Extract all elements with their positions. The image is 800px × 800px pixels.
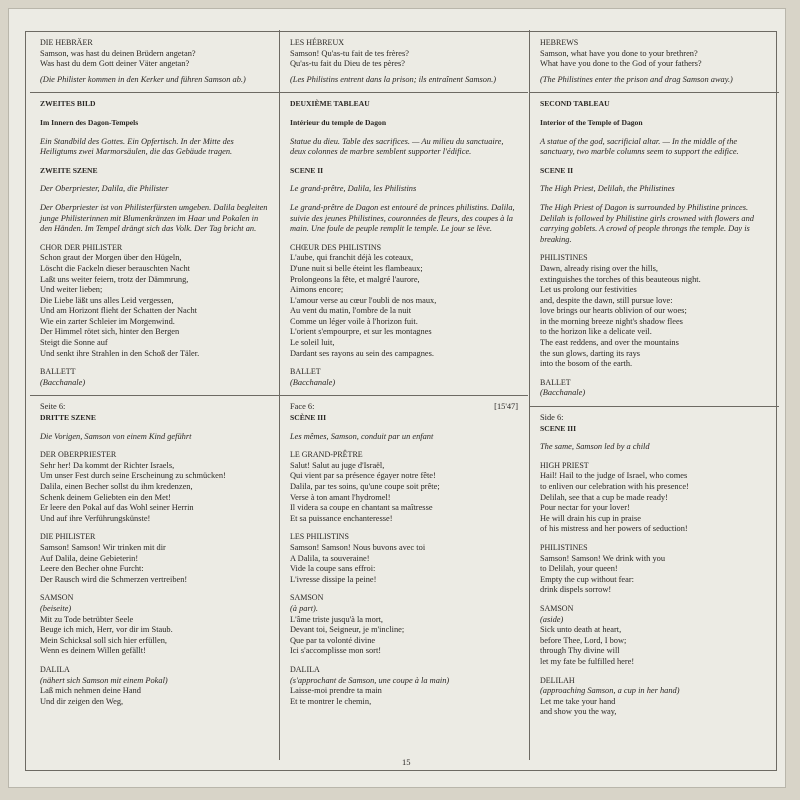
stage-direction: A statue of the god, sacrificial altar. — In the middle of the sanctuary, two marble columns seem to support the edifice. — [540, 136, 739, 157]
lyrics: Samson, was hast du deinen Brüdern angetan? Was hast du dem Gott deiner Väter angetan? — [40, 48, 196, 69]
character-name: DER OBERPRIESTER — [40, 450, 117, 460]
character-name: DALILA — [40, 664, 70, 674]
lyrics: Laisse-moi prendre ta main Et te montrer le chemin, — [290, 686, 382, 706]
stage-direction: (à part). — [290, 603, 318, 613]
character-name: PHILISTINES — [540, 253, 588, 263]
character-name: BALLET — [540, 377, 571, 387]
scene-characters: Die Vorigen, Samson von einem Kind geführt — [40, 431, 192, 441]
scene-heading: ZWEITE SZENE — [40, 165, 98, 175]
character-name: DELILAH — [540, 675, 575, 685]
character-name: DALILA — [290, 664, 320, 674]
character-name: LES HÉBREUX — [290, 38, 344, 47]
scene-heading: SCÈNE III — [290, 413, 327, 423]
lyrics: Samson! Qu'as-tu fait de tes frères? Qu'as-tu fait du Dieu de tes pères? — [290, 48, 409, 69]
character-name: CHŒUR DES PHILISTINS — [290, 242, 382, 252]
lyrics: Let me take your hand and show you the way, — [540, 696, 617, 717]
character-name: DIE PHILISTER — [40, 532, 96, 542]
scene-characters: The same, Samson led by a child — [540, 442, 650, 452]
stage-direction: (Bacchanale) — [540, 388, 586, 398]
lyrics: Samson! Samson! Nous buvons avec toi A Dalila, ta souveraine! Vide la coupe sans effroi: L'ivresse dissipe la peine! — [290, 542, 426, 584]
scene-characters: Der Oberpriester, Dalila, die Philister — [40, 184, 169, 194]
lyrics: L'âme triste jusqu'à la mort, Devant toi, Seigneur, je m'incline; Que par ta volonté divine Ici s'accomplisse mon sort! — [290, 614, 405, 656]
stage-direction: Statue du dieu. Table des sacrifices. — Au milieu du sanctuaire, deux colonnes de marbre semblent supporter l'édifice. — [290, 136, 504, 157]
side-row — [290, 402, 518, 413]
stage-direction: (beiseite) — [40, 603, 72, 613]
tableau-heading: ZWEITES BILD — [40, 99, 96, 109]
setting-heading: Intérieur du temple de Dagon — [290, 117, 387, 127]
side-label: Face 6: — [290, 402, 315, 412]
stage-direction: (Les Philistins entrent dans la prison; ils entraînent Samson.) — [290, 74, 497, 84]
section-divider — [280, 92, 528, 93]
stage-direction: (Die Philister kommen in den Kerker und führen Samson ab.) — [40, 74, 246, 84]
stage-direction: (The Philistines enter the prison and drag Samson away.) — [540, 74, 733, 84]
lyrics: Dawn, already rising over the hills, extinguishes the torches of this beauteous night. Let us prolong our festivities and, despite the dawn, still pursue love: love brings our hearts oblivion of our woes; in the morning breeze night's shadow flees to the horizon like a delicate veil. The east reddens, and over the mountains the sun glows, darting its rays into the bosom of the earth. — [540, 263, 701, 369]
stage-direction: The High Priest of Dagon is surrounded by Philistine princes. Delilah is followed by Philistine girls crowned with flowers and carrying goblets. A crowd of people throngs the temple. Day is breaking. — [540, 202, 754, 244]
lyrics: Mit zu Tode betrübter Seele Beuge ich mich, Herr, vor dir im Staub. Mein Schicksal soll sich hier erfüllen, Wenn es deinem Willen gefällt! — [40, 614, 173, 656]
lyrics: Salut! Salut au juge d'Israël, Qui vient par sa présence égayer notre fête! Dalila, par tes soins, qu'une coupe soit prête; Verse à ton amant l'hydromel! Il videra sa coupe en chantant sa maîtresse Et sa puissance enchanteresse! — [290, 460, 440, 523]
scene-characters: Les mêmes, Samson, conduit par un enfant — [290, 431, 434, 441]
section-divider — [530, 92, 779, 93]
character-name: HEBREWS — [540, 38, 579, 47]
stage-direction: (nähert sich Samson mit einem Pokal) — [40, 675, 168, 685]
stage-direction: (Bacchanale) — [40, 377, 86, 387]
stage-direction: (aside) — [540, 614, 564, 624]
character-name: CHOR DER PHILISTER — [40, 242, 123, 252]
scene-heading: SCENE II — [540, 165, 574, 175]
scene-heading: SCENE III — [540, 423, 577, 433]
lyrics: Samson! Samson! Wir trinken mit dir Auf Dalila, deine Gebieterin! Leere den Becher ohne Furcht: Der Rausch wird die Schmerzen vertreiben! — [40, 542, 188, 584]
stage-direction: (s'approchant de Samson, une coupe à la main) — [290, 675, 450, 685]
lyrics: L'aube, qui franchit déjà les coteaux, D'une nuit si belle éteint les flambeaux; Prolongeons la fête, et malgré l'aurore, Aimons encore; L'amour verse au cœur l'oubli de nos maux, Au vent du matin, l'ombre de la nuit Comme un léger voile à l'horizon fuit. L'orient s'empourpre, et sur les montagnes Le soleil luit, Dardant ses rayons au sein des campagnes. — [290, 253, 437, 358]
character-name: HIGH PRIEST — [540, 460, 589, 470]
lyrics: Schon graut der Morgen über den Hügeln, Löscht die Fackeln dieser berauschten Nacht Laßt uns weiter feiern, trotz der Dämmrung, Und weiter lieben; Die Liebe läßt uns alles Leid vergessen, Und am Horizont flieht der Schatten der Nacht Wie ein zarter Schleier im Morgenwind. Der Himmel rötet sich, hinter den Bergen Steigt die Sonne auf Und senkt ihre Strahlen in den Schoß der Täler. — [40, 253, 200, 358]
character-name: SAMSON — [540, 603, 574, 613]
character-name: BALLETT — [40, 367, 76, 377]
section-divider — [30, 92, 280, 93]
lyrics: Sehr her! Da kommt der Richter Israels, Um unser Fest durch seine Erscheinung zu schmücken! Dalila, einen Becher sollst du ihm kredenzen, Schenk deinem Geliebten ein den Met! Er leere den Pokal auf das Wohl seiner Herrin Und auf ihre Verführungskünste! — [40, 460, 226, 523]
section-divider — [30, 395, 280, 396]
lyrics: Sick unto death at heart, before Thee, Lord, I bow; through Thy divine will let my fate be fulfilled here! — [540, 625, 635, 666]
lyrics: Samson, what have you done to your brethren? What have you done to the God of your fathers? — [540, 48, 702, 69]
section-divider — [530, 406, 779, 407]
stage-direction: Der Oberpriester ist von Philisterfürsten umgeben. Dalila begleiten junge Philisterinnen mit Blumenkränzen im Haar und Pokalen in den Händen. Im Tempel drängt sich das Volk. Der Tag bricht an. — [40, 202, 268, 234]
page-number: 15 — [402, 757, 411, 767]
character-name: BALLET — [290, 367, 321, 377]
character-name: LE GRAND-PRÊTRE — [290, 450, 363, 460]
scene-heading: DRITTE SZENE — [40, 413, 96, 423]
character-name: PHILISTINES — [540, 542, 588, 552]
side-label: Side 6: — [540, 413, 564, 423]
character-name: SAMSON — [290, 593, 324, 603]
character-name: SAMSON — [40, 593, 74, 603]
english-column — [529, 30, 779, 760]
character-name: DIE HEBRÄER — [40, 38, 93, 47]
track-timing: [15'47] — [494, 402, 518, 412]
lyrics: Hail! Hail to the judge of Israel, who comes to enliven our celebration with his presence! Delilah, see that a cup be made ready! Pour nectar for your lover! He will drain his cup in praise of his mistress and her powers of seduction! — [540, 471, 689, 534]
setting-heading: Im Innern des Dagon-Tempels — [40, 117, 139, 127]
german-column — [30, 38, 280, 760]
stage-direction: (approaching Samson, a cup in her hand) — [540, 686, 680, 696]
side-label: Seite 6: — [40, 402, 66, 412]
stage-direction: Le grand-prêtre de Dagon est entouré de princes philistins. Dalila, suivie des jeunes Philistines, couronnées de fleurs, des coupes à la main. Une foule de peuple remplit le temple. Le jour se lève. — [290, 202, 515, 234]
stage-direction: (Bacchanale) — [290, 377, 336, 387]
scene-characters: The High Priest, Delilah, the Philistines — [540, 184, 675, 194]
lyrics: Samson! Samson! We drink with you to Delilah, your queen! Empty the cup without fear: drink dispels sorrow! — [540, 553, 666, 595]
tableau-heading: SECOND TABLEAU — [540, 99, 610, 109]
stage-direction: Ein Standbild des Gottes. Ein Opfertisch. In der Mitte des Heiligtums zwei Marmorsäulen, die das Gebäude tragen. — [40, 136, 234, 157]
scene-heading: SCENE II — [290, 165, 324, 175]
character-name: LES PHILISTINS — [290, 532, 349, 542]
setting-heading: Interior of the Temple of Dagon — [540, 117, 643, 127]
tableau-heading: DEUXIÈME TABLEAU — [290, 99, 370, 109]
french-column — [279, 30, 528, 760]
lyrics: Laß mich nehmen deine Hand Und dir zeigen den Weg, — [40, 686, 141, 706]
scene-characters: Le grand-prêtre, Dalila, les Philistins — [290, 184, 417, 194]
section-divider — [280, 395, 528, 396]
